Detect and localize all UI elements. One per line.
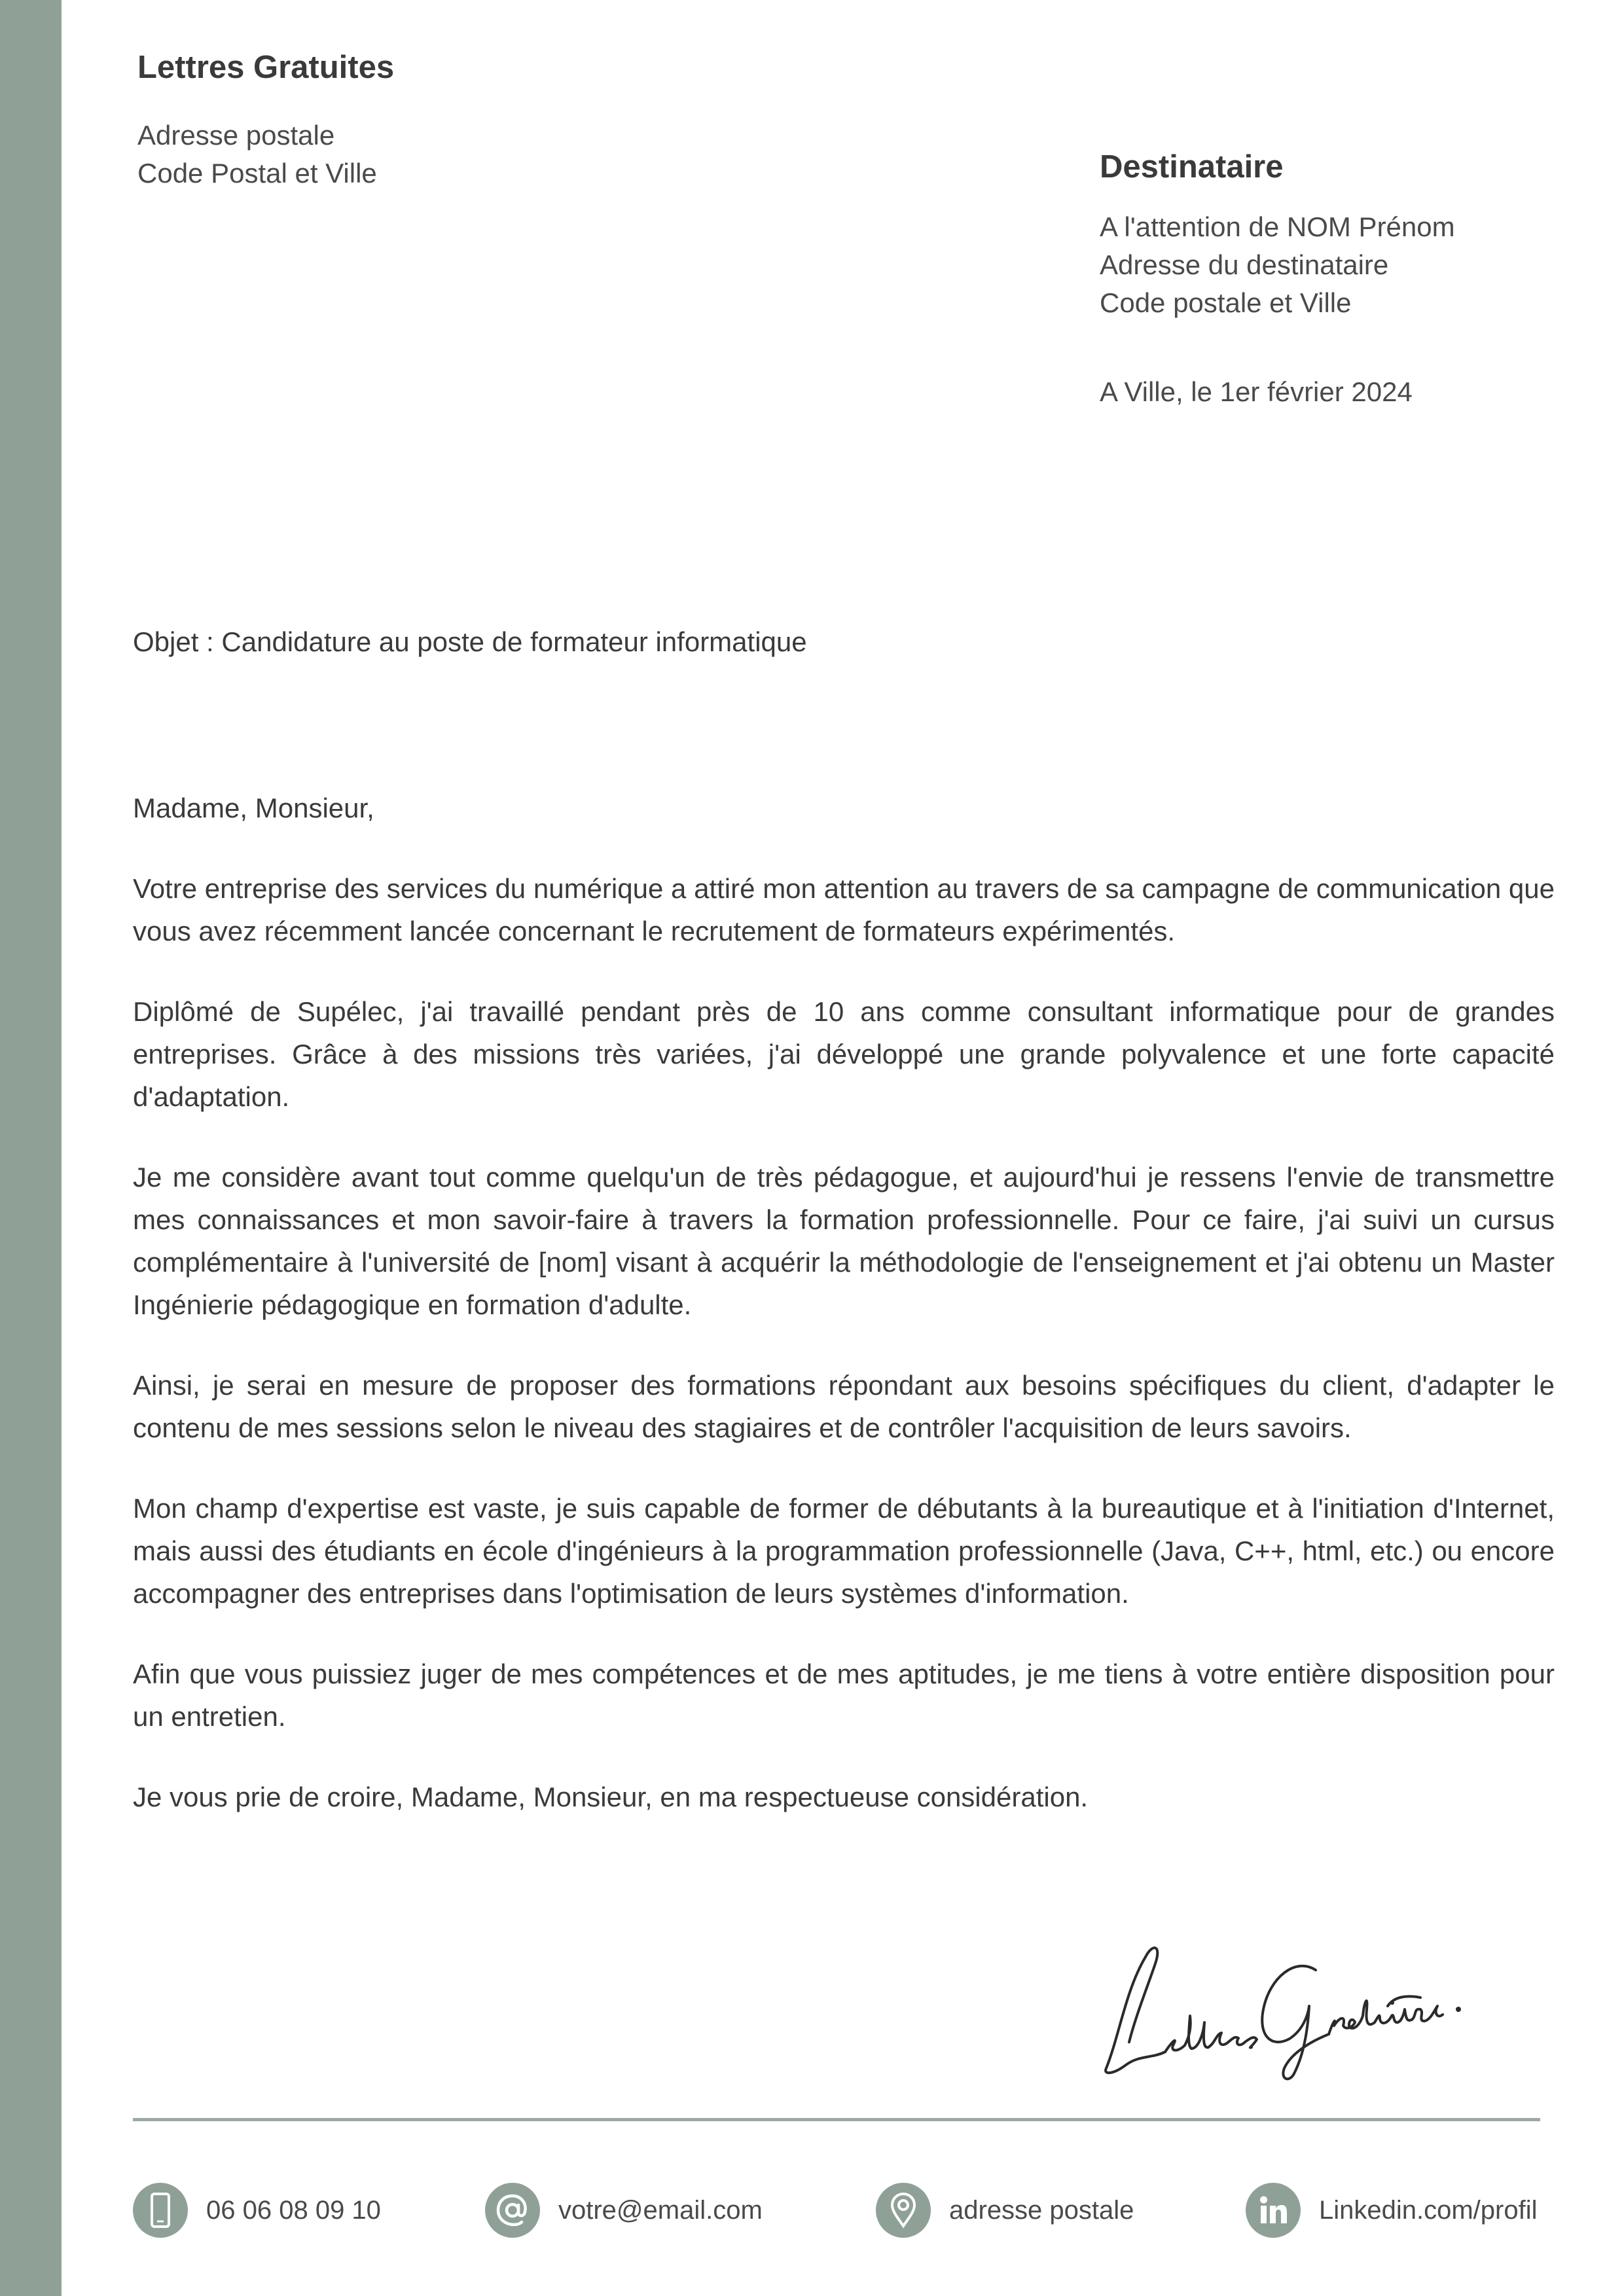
- letter-date: A Ville, le 1er février 2024: [1100, 376, 1413, 407]
- handwritten-signature: [1100, 1918, 1479, 2081]
- letter-greeting: Madame, Monsieur,: [133, 793, 374, 823]
- recipient-attention: A l'attention de NOM Prénom: [1100, 211, 1455, 242]
- contact-footer: [133, 2183, 1540, 2242]
- sender-city: Code Postal et Ville: [137, 158, 377, 188]
- sender-address: Adresse postale: [137, 120, 335, 151]
- letter-subject: Objet : Candidature au poste de formateur informatique: [133, 626, 807, 657]
- contact-linkedin-text[interactable]: Linkedin.com/profil: [1319, 2195, 1538, 2225]
- side-accent-band: [0, 0, 62, 2296]
- body-paragraph: Ainsi, je serai en mesure de proposer des formations répondant aux besoins spécifiques du client, d'adapter le contenu de mes sessions selon le niveau des stagiaires et de contrôler l'acquisition de leurs savoirs.: [133, 1370, 1555, 1443]
- recipient-block: [1100, 144, 1455, 322]
- contact-linkedin[interactable]: [1246, 2183, 1538, 2238]
- footer-divider: [133, 2118, 1540, 2121]
- recipient-address: Adresse du destinataire: [1100, 249, 1389, 280]
- letter-body: [133, 787, 1555, 1856]
- phone-icon: [133, 2183, 188, 2238]
- body-paragraph: Diplômé de Supélec, j'ai travaillé pendant près de 10 ans comme consultant informatique pour de grandes entreprises. Grâce à des missions très variées, j'ai développé une grande polyvalence et une forte capacité d'adaptation.: [133, 996, 1555, 1112]
- recipient-title: Destinataire: [1100, 149, 1284, 185]
- signature-drawing: [1100, 1918, 1479, 2081]
- closing-paragraph: Je vous prie de croire, Madame, Monsieur, en ma respectueuse considération.: [133, 1782, 1089, 1812]
- contact-email[interactable]: [485, 2183, 763, 2238]
- body-paragraph: Mon champ d'expertise est vaste, je suis capable de former de débutants à la bureautique et à l'initiation d'Internet, mais aussi des étudiants en école d'ingénieurs à la programmation professionnelle (Java, C++, html, etc.) ou encore accompagner des entreprises dans l'optimisation de leurs systèmes d'information.: [133, 1493, 1555, 1609]
- contact-email-text[interactable]: votre@email.com: [558, 2195, 763, 2225]
- body-paragraph: Votre entreprise des services du numérique a attiré mon attention au travers de sa campagne de communication que vous avez récemment lancée concernant le recrutement de formateurs expérimentés.: [133, 873, 1555, 946]
- body-paragraph: Je me considère avant tout comme quelqu'un de très pédagogue, et aujourd'hui je ressens l'envie de transmettre mes connaissances et mon savoir-faire à travers la formation professionnelle. Pour ce faire, j'ai suivi un cursus complémentaire à l'université de [nom] visant à acquérir la méthodologie de l'enseignement et j'ai obtenu un Master Ingénierie pédagogique en formation d'adulte.: [133, 1162, 1555, 1320]
- sender-block: [137, 45, 394, 192]
- at-sign-icon: [485, 2183, 540, 2238]
- recipient-city: Code postale et Ville: [1100, 287, 1352, 318]
- contact-phone: [133, 2183, 381, 2238]
- body-paragraph: Afin que vous puissiez juger de mes compétences et de mes aptitudes, je me tiens à votre entière disposition pour un entretien.: [133, 1659, 1555, 1732]
- contact-address: [876, 2183, 1134, 2238]
- linkedin-icon: [1246, 2183, 1301, 2238]
- contact-address-text: adresse postale: [949, 2195, 1134, 2225]
- sender-name: Lettres Gratuites: [137, 50, 395, 85]
- location-pin-icon: [876, 2183, 931, 2238]
- contact-phone-text: 06 06 08 09 10: [206, 2195, 381, 2225]
